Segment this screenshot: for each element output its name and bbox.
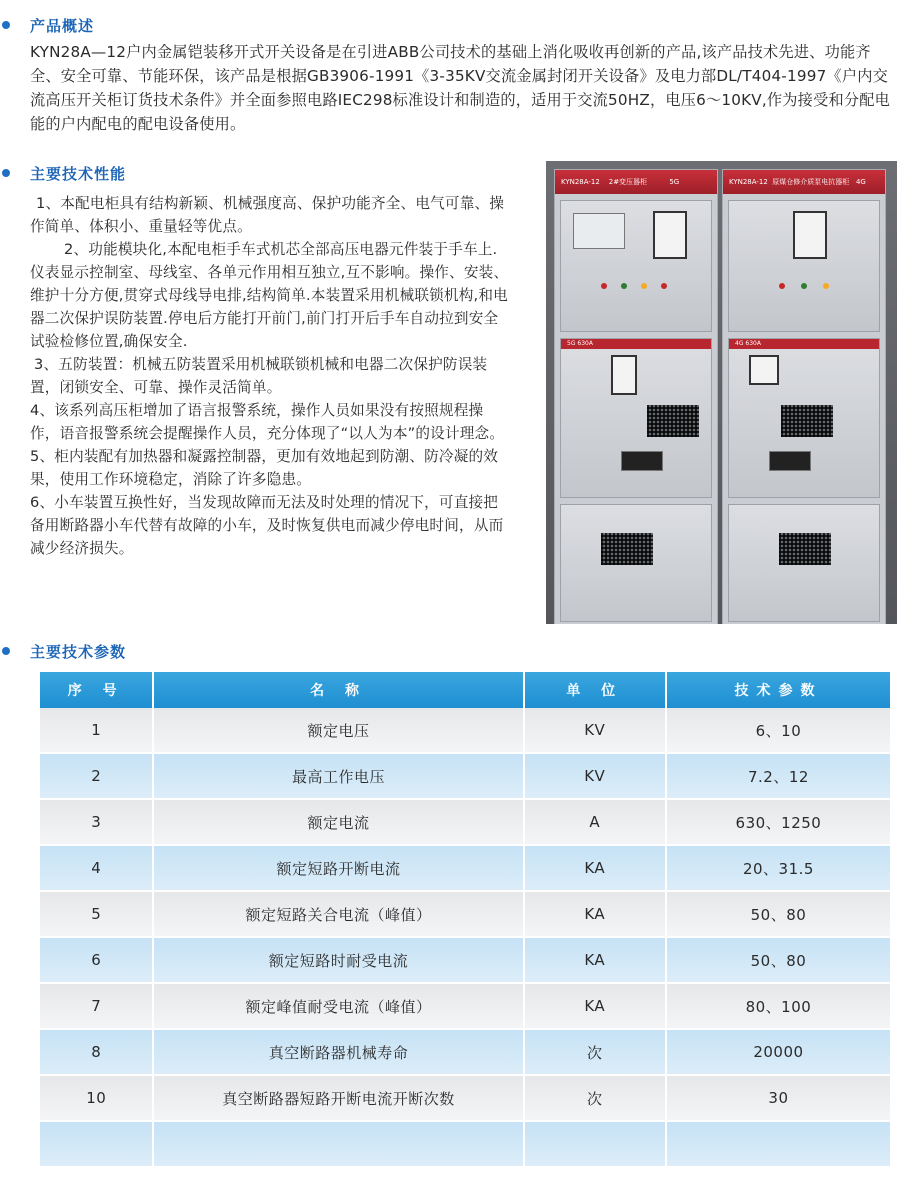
cell-name: 真空断路器机械寿命 — [154, 1030, 522, 1076]
table-header-row — [40, 672, 890, 708]
table-row — [40, 708, 890, 754]
feature-item: 5、柜内装配有加热器和凝露控制器，更加有效地起到防潮、防冷凝的效果，使用工作环境稳定，消除了许多隐患。 — [30, 448, 499, 488]
table-row — [40, 938, 890, 984]
cell-name: 额定短路时耐受电流 — [154, 938, 522, 984]
cabinet-right — [722, 169, 886, 624]
params-heading — [0, 636, 126, 666]
header-index: 序 号 — [40, 672, 152, 708]
indicator-lamp-icon — [661, 283, 667, 289]
cell-value: 20000 — [667, 1030, 890, 1076]
cell-value: 6、10 — [667, 708, 890, 754]
overview-title: 产品概述 — [30, 16, 95, 35]
cabinet-right-name: 原煤仓修介质泵电抗器柜 — [772, 178, 850, 186]
cabinet-right-rating: 4G 630A — [735, 340, 761, 347]
cell-value: 630、1250 — [667, 800, 890, 846]
indicator-lamp-icon — [779, 283, 785, 289]
table-row — [40, 984, 890, 1030]
cell-unit: KV — [525, 754, 665, 800]
cabinet-left-name: 2#变压器柜 — [608, 178, 648, 186]
indicator-lamp-icon — [641, 283, 647, 289]
mimic-diagram-meter — [653, 211, 687, 259]
cell-value: 80、100 — [667, 984, 890, 1030]
bullet-dot-icon — [2, 169, 10, 177]
header-value: 技术参数 — [667, 672, 890, 708]
cable-compartment-door — [560, 504, 712, 622]
feature-item: 1、本配电柜具有结构新颖、机械强度高、保护功能齐全、电气可靠、操作简单、体积小、重量轻等优点。 — [30, 195, 505, 235]
cell-name: 真空断路器短路开断电流开断次数 — [154, 1076, 522, 1122]
protection-relay-screen — [573, 213, 625, 249]
features-list — [30, 192, 510, 560]
cabinet-left-rating: 5G 630A — [567, 340, 593, 347]
feature-item: 6、小车装置互换性好，当发现故障而无法及时处理的情况下，可直接把备用断路器小车代替有故障的小车，及时恢复供电而减少停电时间，从而减少经济损失。 — [30, 494, 504, 557]
feature-item: 3、五防装置：机械五防装置采用机械联锁机械和电器二次保护防误装置，闭锁安全、可靠、操作灵活简单。 — [30, 356, 488, 396]
cabinet-left — [554, 169, 718, 624]
cell-index: 1 — [40, 708, 152, 754]
cell-index: 4 — [40, 846, 152, 892]
cell-value: 20、31.5 — [667, 846, 890, 892]
bullet-dot-icon — [2, 21, 10, 29]
params-title: 主要技术参数 — [30, 642, 127, 661]
features-heading — [0, 158, 126, 188]
cell-index: 10 — [40, 1076, 152, 1122]
indicator-lamp-icon — [823, 283, 829, 289]
cell-value: 7.2、12 — [667, 754, 890, 800]
cell-unit: KA — [525, 938, 665, 984]
indicator-lamp-icon — [601, 283, 607, 289]
cell-index: 3 — [40, 800, 152, 846]
cabinet-right-header — [723, 170, 885, 194]
cell-name: 额定电流 — [154, 800, 522, 846]
position-indicator — [611, 355, 637, 395]
cell-value: 50、80 — [667, 892, 890, 938]
cell-unit: KV — [525, 708, 665, 754]
cell-name: 额定峰值耐受电流（峰值） — [154, 984, 522, 1030]
cell-index: 8 — [40, 1030, 152, 1076]
header-name: 名 称 — [154, 672, 522, 708]
intro-paragraph: KYN28A—12户内金属铠装移开式开关设备是在引进ABB公司技术的基础上消化吸收再创新的产品,该产品技术先进、功能齐全、安全可靠、节能环保，该产品是根据GB3906-1991《3-35KV交流金属封闭开关设备》及电力部DL/T404-1997《户内交流高压开关柜订货技术条件》并全面参照电路IEC298标准设计和制造的，适用于交流50HZ，电压6～10KV,作为接受和分配电能的户内配电的配电设备使用。 — [30, 43, 891, 133]
overview-heading — [0, 10, 94, 40]
cell-unit: KA — [525, 846, 665, 892]
cell-unit: A — [525, 800, 665, 846]
feature-item: 2、功能模块化,本配电柜手车式机芯全部高压电器元件装于手车上.仪表显示控制室、母线室、各单元作用相互独立,互不影响。操作、安装、维护十分方便,贯穿式母线导电排,结构简单.本装置采用机械联锁机构,和电器二次保护误防装置.停电后方能打开前门,前门打开后手车自动拉到安全试验检修位置,确保安全. — [30, 241, 509, 350]
mimic-diagram-meter — [793, 211, 827, 259]
cabinet-right-model: KYN28A-12 — [729, 178, 768, 186]
cabinet-left-header — [555, 170, 717, 194]
table-row — [40, 892, 890, 938]
cell-index — [40, 1122, 152, 1168]
cell-unit: 次 — [525, 1076, 665, 1122]
cell-index: 5 — [40, 892, 152, 938]
cell-value — [667, 1122, 890, 1168]
breaker-door — [728, 338, 880, 498]
vent-grille-icon — [601, 533, 653, 565]
cell-unit — [525, 1122, 665, 1168]
cell-unit: 次 — [525, 1030, 665, 1076]
cell-name — [154, 1122, 522, 1168]
cell-name: 额定电压 — [154, 708, 522, 754]
nameplate — [769, 451, 811, 471]
cell-unit: KA — [525, 892, 665, 938]
cabinet-right-code: 4G — [855, 178, 866, 186]
cell-name: 额定短路关合电流（峰值） — [154, 892, 522, 938]
features-title: 主要技术性能 — [30, 164, 127, 183]
cell-index: 6 — [40, 938, 152, 984]
table-row — [40, 1030, 890, 1076]
instrument-panel — [560, 200, 712, 332]
breaker-door — [560, 338, 712, 498]
indicator-lamp-icon — [621, 283, 627, 289]
cell-index: 7 — [40, 984, 152, 1030]
cell-name: 额定短路开断电流 — [154, 846, 522, 892]
nameplate — [621, 451, 663, 471]
cell-value: 30 — [667, 1076, 890, 1122]
indicator-lamp-icon — [801, 283, 807, 289]
cell-value: 50、80 — [667, 938, 890, 984]
vent-grille-icon — [781, 405, 833, 437]
vent-grille-icon — [647, 405, 699, 437]
vent-grille-icon — [779, 533, 831, 565]
header-unit: 单 位 — [525, 672, 665, 708]
params-table — [38, 672, 892, 1168]
cabinet-left-model: KYN28A-12 — [561, 178, 600, 186]
cell-index: 2 — [40, 754, 152, 800]
instrument-panel — [728, 200, 880, 332]
switchgear-photo — [546, 161, 897, 624]
table-row — [40, 846, 890, 892]
position-indicator — [749, 355, 779, 385]
cable-compartment-door — [728, 504, 880, 622]
table-row — [40, 754, 890, 800]
cabinet-left-code: 5G — [669, 178, 680, 186]
table-row — [40, 1122, 890, 1168]
cell-unit: KA — [525, 984, 665, 1030]
table-row — [40, 1076, 890, 1122]
table-row — [40, 800, 890, 846]
feature-item: 4、该系列高压柜增加了语言报警系统，操作人员如果没有按照规程操作，语音报警系统会提醒操作人员，充分体现了“以人为本”的设计理念。 — [30, 402, 505, 442]
bullet-dot-icon — [2, 647, 10, 655]
cell-name: 最高工作电压 — [154, 754, 522, 800]
